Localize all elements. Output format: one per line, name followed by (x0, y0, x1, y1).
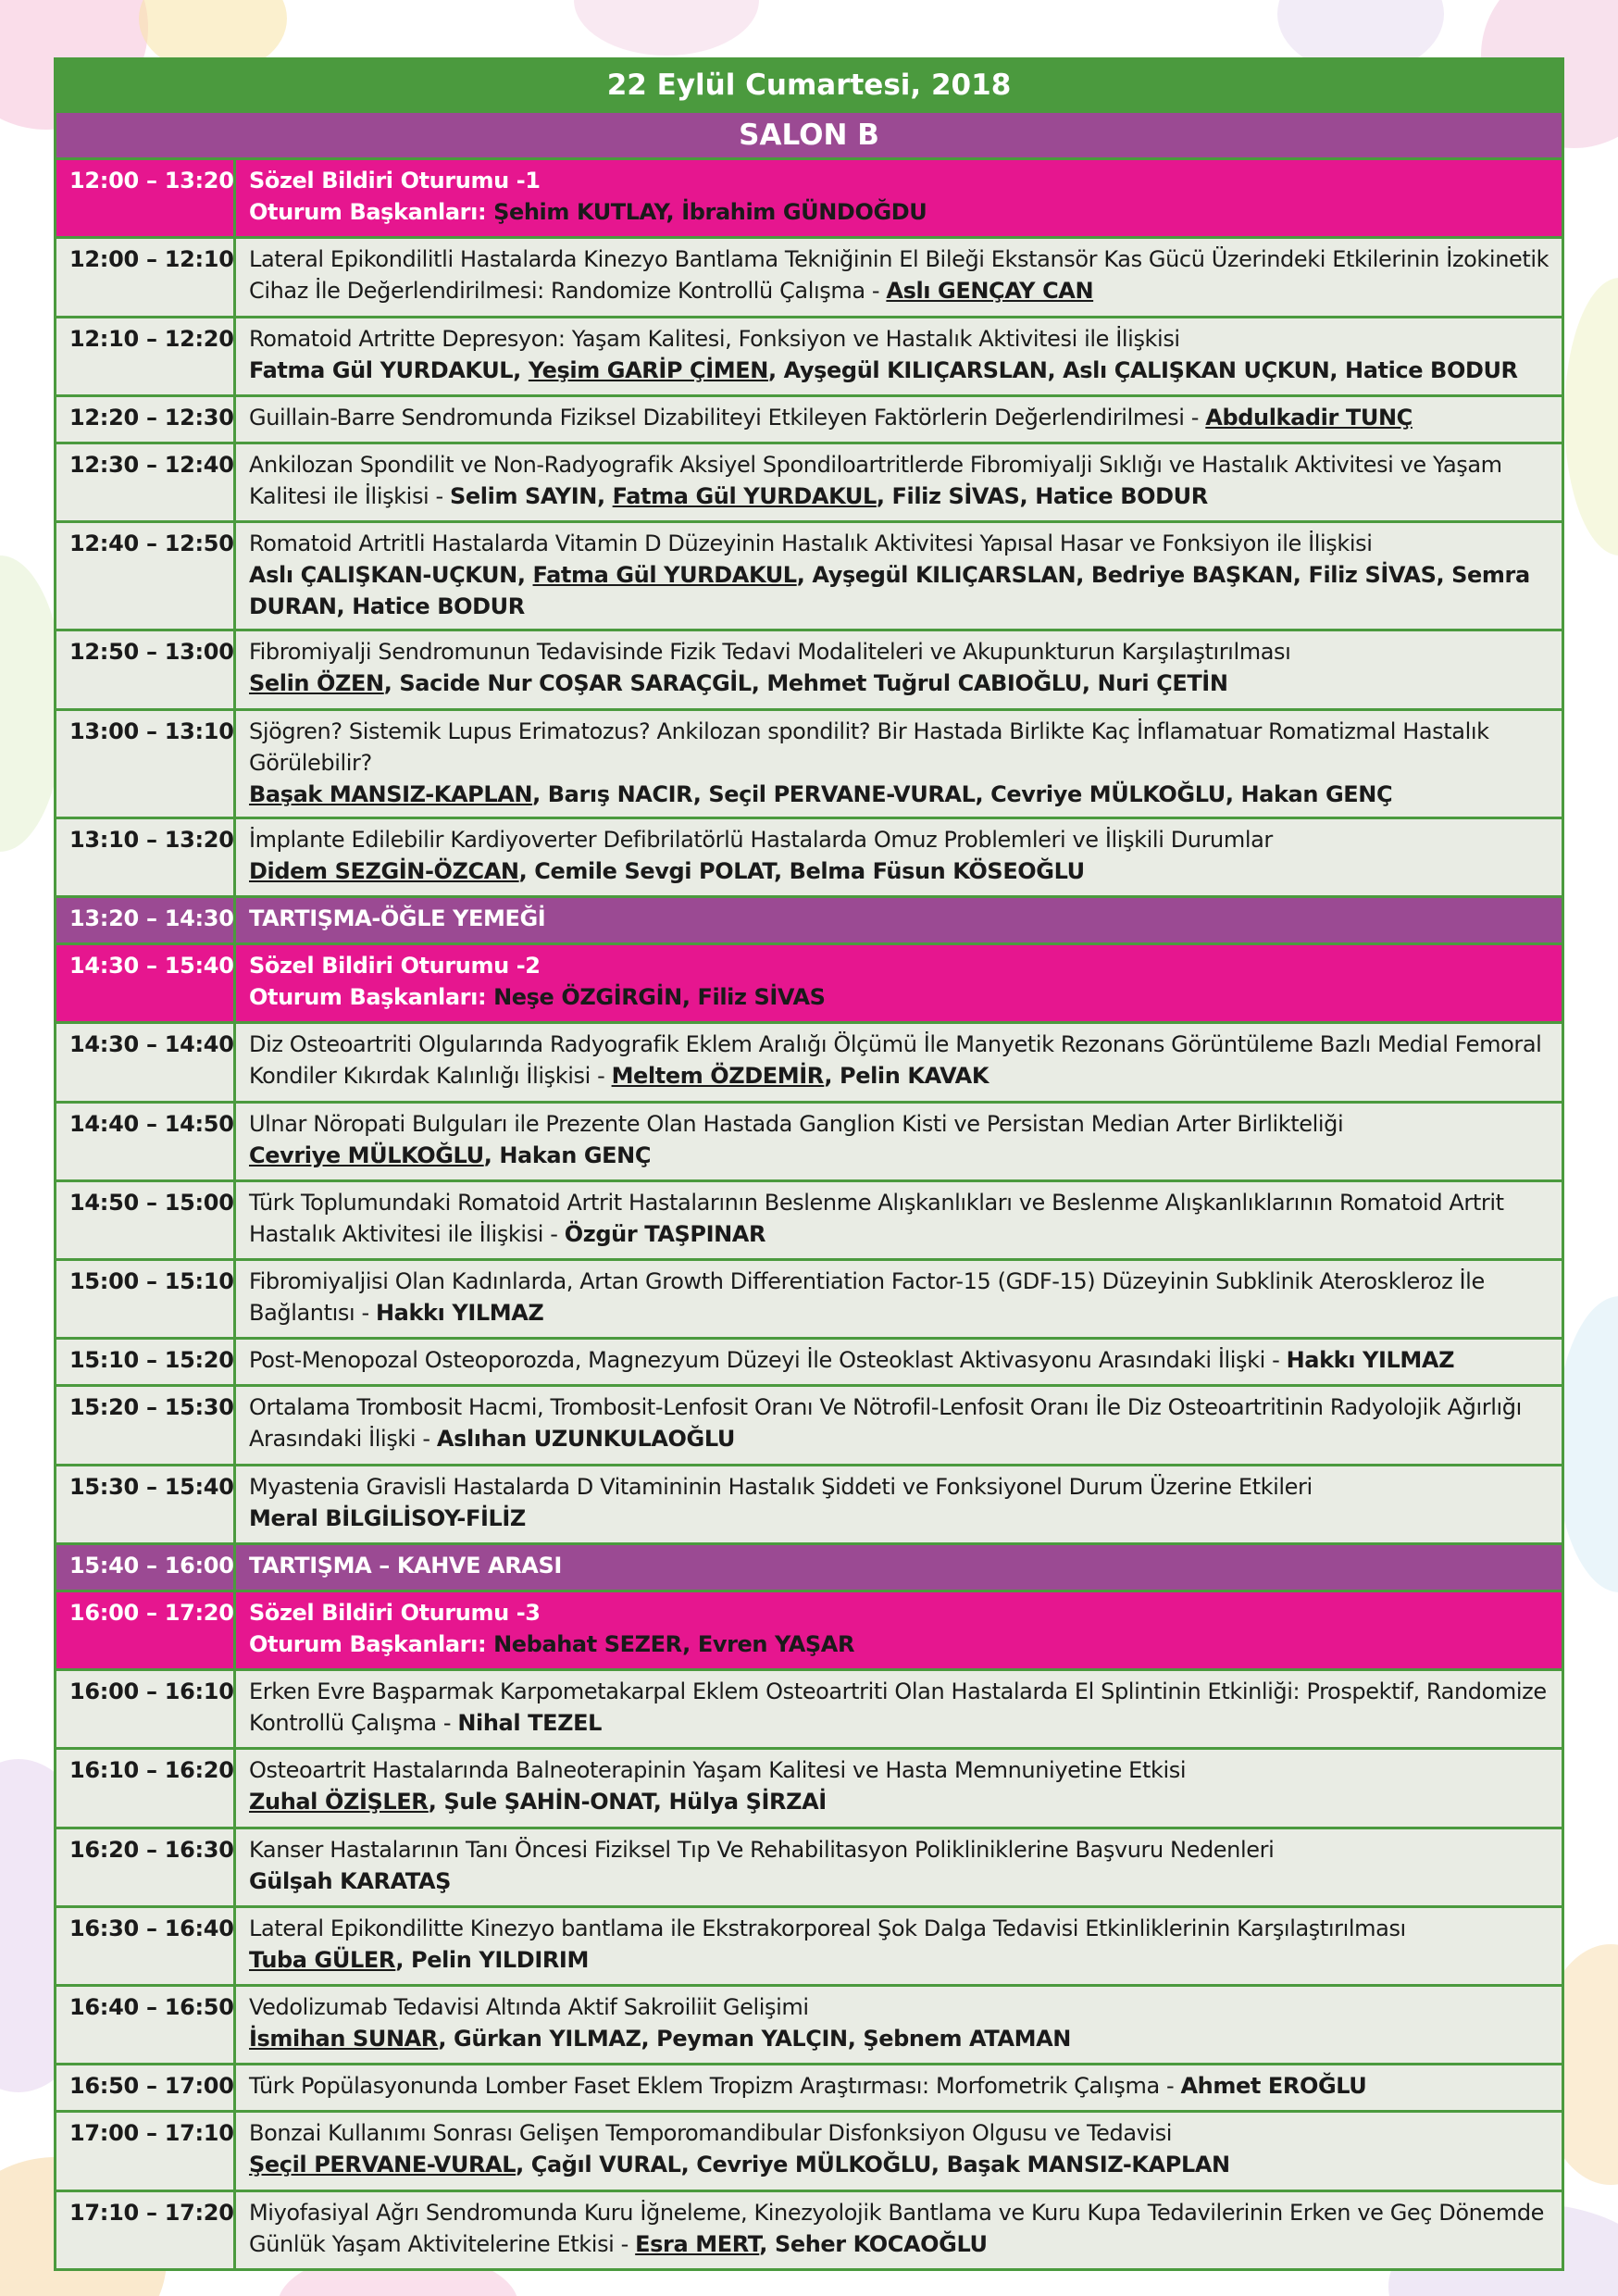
talk-title: Guillain-Barre Sendromunda Fiziksel Dizabiliteyi Etkileyen Faktörlerin Değerlendirilmesi - (249, 404, 1206, 430)
content-cell (236, 1387, 1562, 1463)
talk-row (56, 1747, 1562, 1826)
content-cell (236, 1340, 1562, 1384)
talk-authors (249, 1505, 526, 1531)
content-cell (236, 1829, 1562, 1905)
session-chairs (249, 981, 1552, 1013)
content-cell (236, 1545, 1562, 1590)
talk-row (56, 442, 1562, 520)
co-authors: , Cemile Sevgi POLAT, Belma Füsun KÖSEOĞLU (518, 857, 1085, 884)
talk-title: Sjögren? Sistemik Lupus Erimatozus? Ankilozan spondilit? Bir Hastada Birlikte Kaç İnflamatuar Romatizmal Hastalık Görülebilir? (249, 718, 1489, 776)
talk-row (56, 629, 1562, 707)
chairs-names: Neşe ÖZGİRGİN, Filiz SİVAS (493, 984, 826, 1011)
content-cell (236, 898, 1562, 942)
talk-authors (249, 781, 1392, 807)
content-cell (236, 2065, 1562, 2110)
co-authors: , Seher KOCAOĞLU (759, 2230, 988, 2257)
schedule-table (56, 157, 1562, 2268)
talk-row (56, 2063, 1562, 2110)
talk-row (56, 2110, 1562, 2189)
talk-title: Fibromiyalji Sendromunun Tedavisinde Fizik Tedavi Modaliteleri ve Akupunkturun Karşılaştırılması (249, 639, 1291, 666)
time-cell: 17:10 – 17:20 (56, 2192, 236, 2268)
time-cell: 12:00 – 13:20 (56, 160, 236, 236)
talk-authors (249, 1947, 589, 1973)
talk-authors (249, 2152, 1230, 2177)
co-authors: , Şule ŞAHİN-ONAT, Hülya ŞİRZAİ (428, 1789, 827, 1816)
content-cell (236, 318, 1562, 394)
time-cell: 14:50 – 15:00 (56, 1182, 236, 1258)
session-title: Sözel Bildiri Oturumu -3 (249, 1599, 541, 1626)
content-cell (236, 1908, 1562, 1984)
content-cell (236, 1182, 1562, 1258)
chairs-label: Oturum Başkanları: (249, 984, 494, 1011)
presenting-author: Zuhal ÖZİŞLER (249, 1789, 429, 1816)
chairs-label: Oturum Başkanları: (249, 199, 494, 225)
presenting-author: Meltem ÖZDEMİR (611, 1063, 825, 1090)
time-cell: 15:40 – 16:00 (56, 1545, 236, 1590)
talk-title: Post-Menopozal Osteoporozda, Magnezyum Düzeyi İle Osteoklast Aktivasyonu Arasındaki İlişki - (249, 1347, 1287, 1374)
talk-row (56, 1337, 1562, 1384)
talk-title: Ulnar Nöropati Bulguları ile Prezente Olan Hastada Ganglion Kisti ve Persistan Median Arter Birlikteliği (249, 1110, 1344, 1137)
chairs-label: Oturum Başkanları: (249, 1630, 494, 1657)
content-cell (236, 1466, 1562, 1542)
co-authors: , Ayşegül KILIÇARSLAN, Aslı ÇALIŞKAN UÇKUN, Hatice BODUR (767, 356, 1518, 383)
time-cell: 12:00 – 12:10 (56, 239, 236, 315)
presenting-author: Nihal TEZEL (457, 1710, 602, 1737)
content-cell (236, 239, 1562, 315)
talk-authors (437, 1426, 735, 1452)
content-cell (236, 711, 1562, 817)
talk-row (56, 520, 1562, 629)
talk-authors (450, 483, 1208, 509)
talk-row (56, 817, 1562, 895)
content-cell (236, 1024, 1562, 1100)
co-authors: , Ayşegül KILIÇARSLAN, Bedriye BAŞKAN, Filiz SİVAS, Semra DURAN, Hatice BODUR (249, 562, 1530, 620)
talk-title: Myastenia Gravisli Hastalarda D Vitamininin Hastalık Şiddeti ve Fonksiyonel Durum Üzerine Etkileri (249, 1473, 1313, 1500)
break-title: TARTIŞMA – KAHVE ARASI (249, 1552, 562, 1578)
talk-row (56, 708, 1562, 817)
time-cell: 16:50 – 17:00 (56, 2065, 236, 2110)
talk-authors (1287, 1347, 1454, 1373)
talk-title: Bonzai Kullanımı Sonrası Gelişen Temporomandibular Disfonksiyon Olgusu ve Tedavisi (249, 2120, 1173, 2147)
session-chairs (249, 1628, 1552, 1660)
talk-row (56, 1827, 1562, 1905)
time-cell: 16:00 – 16:10 (56, 1671, 236, 1747)
talk-authors (1205, 405, 1413, 430)
talk-row (56, 1179, 1562, 1258)
content-cell (236, 945, 1562, 1021)
presenting-author: Ahmet EROĞLU (1180, 2073, 1367, 2100)
session-title: Sözel Bildiri Oturumu -2 (249, 953, 541, 980)
time-cell: 16:20 – 16:30 (56, 1829, 236, 1905)
talk-title: Osteoartrit Hastalarında Balneoterapinin Yaşam Kalitesi ve Hasta Memnuniyetine Etkisi (249, 1757, 1187, 1784)
talk-authors (249, 670, 1228, 696)
time-cell: 14:30 – 14:40 (56, 1024, 236, 1100)
break-row (56, 895, 1562, 942)
session-row (56, 942, 1562, 1021)
talk-title: Türk Popülasyonunda Lomber Faset Eklem Tropizm Araştırması: Morfometrik Çalışma - (249, 2073, 1181, 2100)
talk-row (56, 394, 1562, 442)
talk-authors (249, 1868, 451, 1894)
talk-authors (249, 357, 1518, 383)
talk-title: Lateral Epikondilitte Kinezyo bantlama ile Ekstrakorporeal Şok Dalga Tedavisi Etkinliklerinin Karşılaştırılması (249, 1915, 1406, 1941)
presenting-author: Tuba GÜLER (249, 1946, 396, 1973)
presenting-author: Fatma Gül YURDAKUL (532, 562, 797, 589)
time-cell: 15:20 – 15:30 (56, 1387, 236, 1463)
content-cell (236, 1750, 1562, 1826)
program-sheet (54, 57, 1564, 2271)
presenting-author: Esra MERT (635, 2230, 760, 2257)
time-cell: 15:00 – 15:10 (56, 1261, 236, 1337)
talk-row (56, 2190, 1562, 2268)
co-authors: , Gürkan YILMAZ, Peyman YALÇIN, Şebnem ATAMAN (438, 2026, 1071, 2053)
bubble-decoration (574, 0, 759, 56)
content-cell (236, 2113, 1562, 2189)
time-cell: 17:00 – 17:10 (56, 2113, 236, 2189)
presenting-author: Cevriye MÜLKOĞLU (249, 1142, 484, 1168)
time-cell: 14:30 – 15:40 (56, 945, 236, 1021)
talk-authors (565, 1221, 765, 1247)
date-header: 22 Eylül Cumartesi, 2018 (56, 60, 1562, 110)
author: Aslı ÇALIŞKAN-UÇKUN, (249, 562, 533, 589)
time-cell: 16:40 – 16:50 (56, 1987, 236, 2063)
talk-title: Kanser Hastalarının Tanı Öncesi Fiziksel Tıp Ve Rehabilitasyon Polikliniklerine Başvuru Nedenleri (249, 1836, 1275, 1863)
talk-row (56, 1464, 1562, 1542)
co-authors: , Hakan GENÇ (483, 1142, 652, 1168)
talk-authors (249, 2026, 1071, 2052)
presenting-author: Şeçil PERVANE-VURAL (249, 2152, 517, 2178)
time-cell: 12:30 – 12:40 (56, 444, 236, 520)
talk-title: İmplante Edilebilir Kardiyoverter Defibrilatörlü Hastalarda Omuz Problemleri ve İlişkili Durumlar (249, 826, 1273, 853)
time-cell: 13:20 – 14:30 (56, 898, 236, 942)
presenting-author: Hakkı YILMAZ (1286, 1347, 1455, 1374)
session-chairs (249, 196, 1552, 228)
talk-title: Türk Toplumundaki Romatoid Artrit Hastalarının Beslenme Alışkanlıkları ve Beslenme Alışkanlıklarının Romatoid Artrit Hastalık Aktivitesi ile İlişkisi - (249, 1189, 1504, 1247)
content-cell (236, 1104, 1562, 1179)
time-cell: 12:20 – 12:30 (56, 397, 236, 442)
time-cell: 15:10 – 15:20 (56, 1340, 236, 1384)
time-cell: 16:30 – 16:40 (56, 1908, 236, 1984)
talk-authors (612, 1063, 989, 1089)
bubble-decoration (1564, 278, 1618, 555)
time-cell: 12:50 – 13:00 (56, 631, 236, 707)
co-authors: , Filiz SİVAS, Hatice BODUR (876, 482, 1208, 509)
talk-title: Lateral Epikondilitli Hastalarda Kinezyo Bantlama Tekniğinin El Bileği Ekstansör Kas Gücü Üzerindeki Etkilerinin İzokinetik Cihaz İle Değerlendirilmesi: Randomize Kontrollü Çalışma - (249, 246, 1550, 305)
talk-row (56, 1021, 1562, 1100)
presenting-author: Selin ÖZEN (249, 670, 384, 697)
talk-row (56, 1668, 1562, 1747)
talk-authors (886, 278, 1093, 304)
time-cell: 16:00 – 17:20 (56, 1592, 236, 1668)
co-authors: , Pelin KAVAK (824, 1063, 989, 1090)
talk-row (56, 1984, 1562, 2063)
talk-authors (249, 1142, 651, 1168)
presenting-author: Hakkı YILMAZ (375, 1300, 544, 1327)
content-cell (236, 160, 1562, 236)
time-cell: 13:10 – 13:20 (56, 819, 236, 895)
time-cell: 16:10 – 16:20 (56, 1750, 236, 1826)
presenting-author: Fatma Gül YURDAKUL (612, 482, 877, 509)
talk-title: Diz Osteoartriti Olgularında Radyografik Eklem Aralığı Ölçümü İle Manyetik Rezonans Görüntüleme Bazlı Medial Femoral Kondiler Kıkırdak Kalınlığı İlişkisi - (249, 1031, 1542, 1090)
content-cell (236, 1261, 1562, 1337)
content-cell (236, 1671, 1562, 1747)
presenting-author: Özgür TAŞPINAR (564, 1220, 766, 1247)
content-cell (236, 1987, 1562, 2063)
talk-authors (249, 562, 1530, 619)
author: Fatma Gül YURDAKUL, (249, 356, 529, 383)
co-authors: , Barış NACIR, Seçil PERVANE-VURAL, Cevriye MÜLKOĞLU, Hakan GENÇ (532, 780, 1393, 807)
talk-title: Romatoid Artritli Hastalarda Vitamin D Düzeyinin Hastalık Aktivitesi Yapısal Hasar ve Fonksiyon ile İlişkisi (249, 530, 1373, 557)
session-row (56, 1590, 1562, 1668)
talk-title: Ankilozan Spondilit ve Non-Radyografik Aksiyel Spondiloartritlerde Fibromiyalji Sıklığı ve Hastalık Aktivitesi ve Yaşam Kalitesi ile İlişkisi - (249, 451, 1502, 509)
presenting-author: Didem SEZGİN-ÖZCAN (249, 857, 519, 884)
time-cell: 13:00 – 13:10 (56, 711, 236, 817)
content-cell (236, 631, 1562, 707)
presenting-author: Meral BİLGİLİSOY-FİLİZ (249, 1504, 526, 1531)
break-title: TARTIŞMA-ÖĞLE YEMEĞİ (249, 905, 546, 932)
content-cell (236, 819, 1562, 895)
content-cell (236, 523, 1562, 629)
co-authors: , Pelin YILDIRIM (395, 1946, 589, 1973)
presenting-author: Yeşim GARİP ÇİMEN (528, 356, 768, 383)
talk-authors (376, 1300, 543, 1326)
co-authors: , Sacide Nur COŞAR SARAÇGİL, Mehmet Tuğrul CABIOĞLU, Nuri ÇETİN (383, 670, 1228, 697)
break-row (56, 1542, 1562, 1590)
chairs-names: Şehim KUTLAY, İbrahim GÜNDOĞDU (493, 199, 927, 225)
presenting-author: Aslıhan UZUNKULAOĞLU (436, 1426, 735, 1453)
time-cell: 12:10 – 12:20 (56, 318, 236, 394)
presenting-author: Gülşah KARATAŞ (249, 1867, 452, 1894)
time-cell: 12:40 – 12:50 (56, 523, 236, 629)
talk-title: Miyofasiyal Ağrı Sendromunda Kuru İğneleme, Kinezyolojik Bantlama ve Kuru Kupa Tedavilerinin Erken ve Geç Dönemde Günlük Yaşam Aktivitelerine Etkisi - (249, 2199, 1545, 2257)
talk-title: Vedolizumab Tedavisi Altında Aktif Sakroiliit Gelişimi (249, 1994, 809, 2021)
talk-authors (635, 2231, 987, 2257)
co-authors: , Çağıl VURAL, Cevriye MÜLKOĞLU, Başak MANSIZ-KAPLAN (516, 2152, 1230, 2178)
time-cell: 14:40 – 14:50 (56, 1104, 236, 1179)
talk-row (56, 1384, 1562, 1463)
author: Selim SAYIN, (450, 482, 613, 509)
talk-authors (249, 858, 1085, 884)
time-cell: 15:30 – 15:40 (56, 1466, 236, 1542)
talk-row (56, 236, 1562, 315)
talk-row (56, 1258, 1562, 1337)
presenting-author: Aslı GENÇAY CAN (886, 278, 1094, 305)
content-cell (236, 1592, 1562, 1668)
salon-header: SALON B (56, 110, 1562, 157)
talk-row (56, 316, 1562, 394)
bubble-decoration (1555, 1296, 1618, 1592)
session-row (56, 157, 1562, 236)
session-title: Sözel Bildiri Oturumu -1 (249, 168, 541, 193)
talk-title: Erken Evre Başparmak Karpometakarpal Eklem Osteoartriti Olan Hastalarda El Splintinin Etkinliği: Prospektif, Randomize Kontrollü Çalışma - (249, 1678, 1547, 1737)
presenting-author: Abdulkadir TUNÇ (1205, 404, 1413, 430)
presenting-author: İsmihan SUNAR (249, 2026, 439, 2053)
talk-title: Fibromiyaljisi Olan Kadınlarda, Artan Growth Differentiation Factor-15 (GDF-15) Düzeyinin Subklinik Ateroskleroz İle Bağlantısı - (249, 1268, 1485, 1327)
content-cell (236, 397, 1562, 442)
talk-row (56, 1905, 1562, 1984)
talk-row (56, 1101, 1562, 1179)
chairs-names: Nebahat SEZER, Evren YAŞAR (493, 1630, 855, 1657)
talk-authors (249, 1789, 827, 1815)
content-cell (236, 2192, 1562, 2268)
talk-title: Ortalama Trombosit Hacmi, Trombosit-Lenfosit Oranı Ve Nötrofil-Lenfosit Oranı İle Diz Osteoartritinin Radyolojik Ağırlığı Arasındaki İlişki - (249, 1394, 1522, 1453)
talk-authors (1181, 2073, 1367, 2099)
talk-title: Romatoid Artritte Depresyon: Yaşam Kalitesi, Fonksiyon ve Hastalık Aktivitesi ile İlişkisi (249, 325, 1180, 352)
talk-authors (457, 1710, 602, 1736)
content-cell (236, 444, 1562, 520)
presenting-author: Başak MANSIZ-KAPLAN (249, 780, 533, 807)
